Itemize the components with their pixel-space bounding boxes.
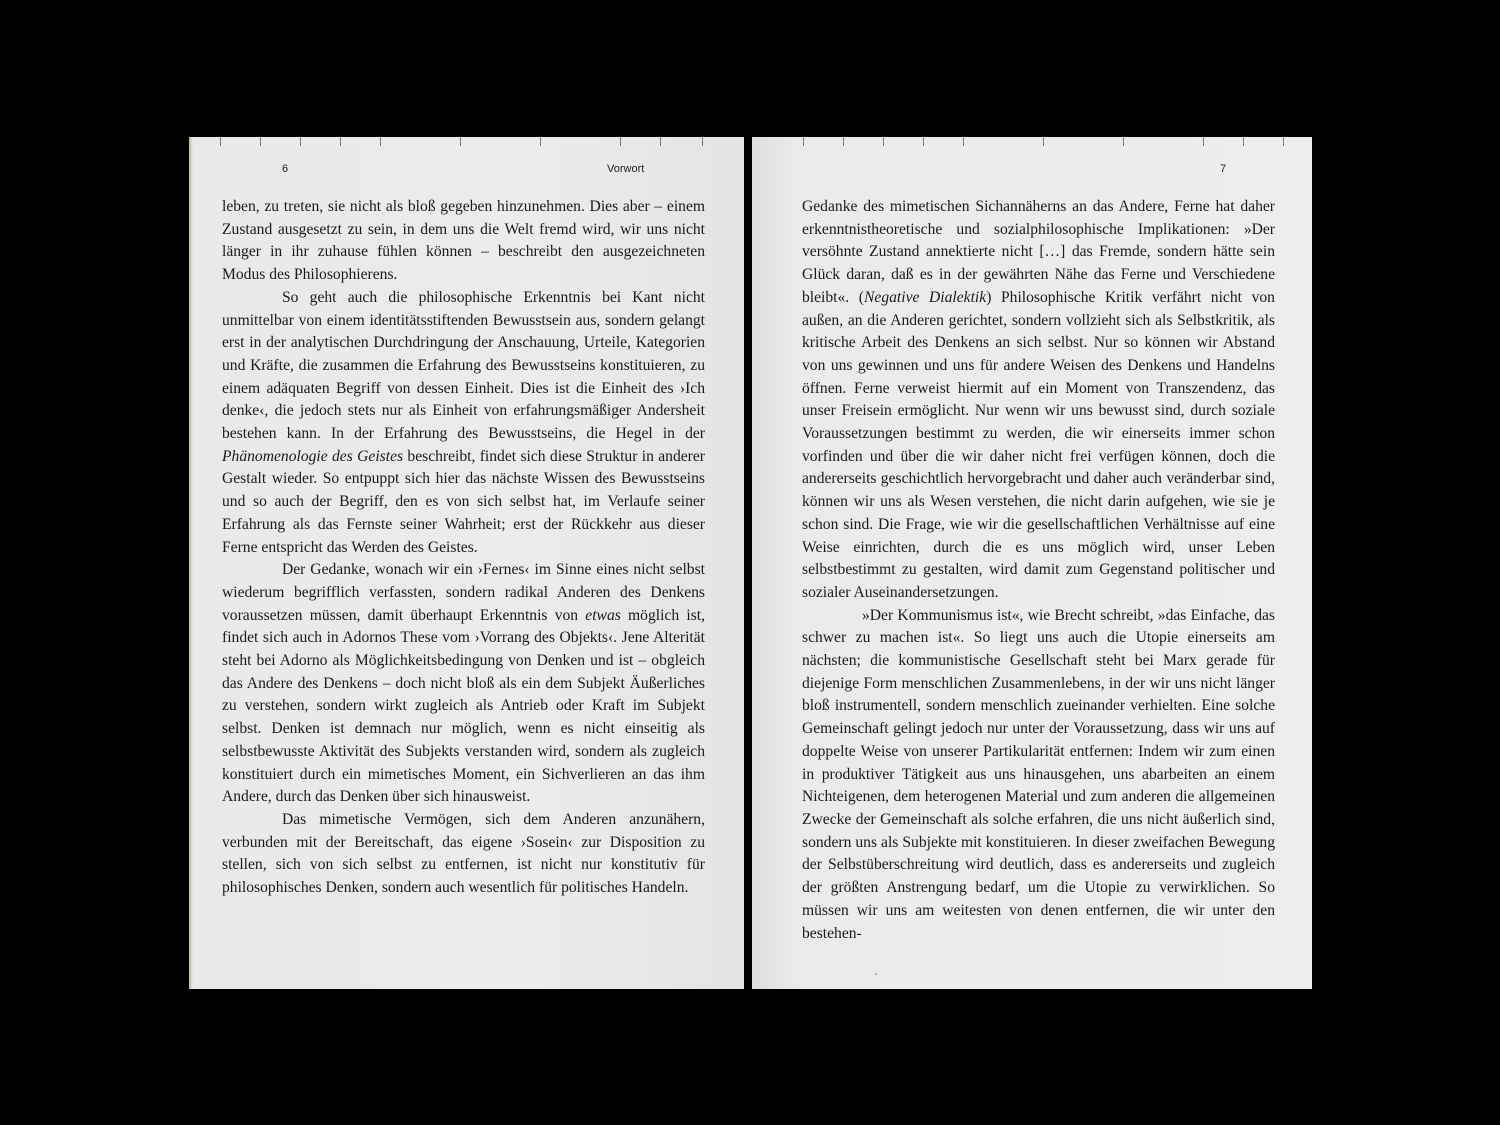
- page-number: 6: [282, 163, 289, 175]
- page-edge-stripe: [189, 137, 193, 989]
- page-number: 7: [1220, 163, 1227, 175]
- body-text: [802, 196, 1275, 945]
- paragraph: Der Gedanke, wonach wir ein ›Fernes‹ im Sinne eines nicht selbst wiederum begrifflich verfassten, sondern radikal Anderen des Denkens voraussetzen müssen, damit überhaupt Erkenntnis von etwas möglich ist, findet sich auch in Adornos These vom ›Vorrang des Objekts‹. Jene Alterität steht bei Adorno als Möglichkeitsbedingung von Denken und ist – obgleich das Andere des Denkens – doch nicht bloß als ein dem Subjekt Äußerliches zu verstehen, sondern wirkt zugleich als Antrieb oder Kraft im Subjekt selbst. Denken ist demnach nur möglich, wenn es nicht einseitig als selbstbewusste Aktivität des Subjekts verstanden wird, sondern als zugleich konstituiert durch ein mimetisches Moment, ein Sichverlieren an das ihm Andere, durch das Denken über sich hinausweist.: [222, 561, 705, 806]
- right-page: [752, 137, 1312, 989]
- body-text: [222, 196, 705, 900]
- paragraph: So geht auch die philosophische Erkenntnis bei Kant nicht unmittelbar von einem identitätsstiftenden Bewusstsein aus, sondern gelangt erst in der analytischen Durchdringung der Anschauung, Urteile, Kategorien und Kräfte, die zusammen die Erfahrung des Bewusstseins konstituieren, zu einem adäquaten Begriff von dessen Einheit. Dies ist die Einheit des ›Ich denke‹, die jedoch stets nur als Einheit von erfahrungsmäßiger Andersheit bestehen kann. In der Erfahrung des Bewusstseins, die Hegel in der Phänomenologie des Geistes beschreibt, findet sich diese Struktur in anderer Gestalt wieder. So entpuppt sich hier das nächste Wissen des Bewusstseins und so auch der Begriff, den es von sich selbst hat, im Verlaufe seiner Erfahrung als das Fernste seiner Wahrheit; erst der Rückkehr aus dieser Ferne entspricht das Werden des Geistes.: [222, 288, 705, 556]
- running-head: Vorwort: [607, 163, 645, 175]
- paragraph: Das mimetische Vermögen, sich dem Anderen anzunähern, verbunden mit der Bereitschaft, das eigene ›Sosein‹ zur Disposition zu stellen, sich von sich selbst zu entfernen, ist nicht nur konstitutiv für philosophisches Denken, sondern auch wesentlich für politisches Handeln.: [222, 810, 705, 897]
- paragraph: leben, zu treten, sie nicht als bloß gegeben hinzunehmen. Dies aber – einem Zustand ausgesetzt zu sein, in dem uns die Welt fremd wird, wir uns nicht länger in ihr zuhause fühlen können – beschreibt den ausgezeichneten Modus des Philosophierens.: [222, 198, 705, 284]
- crop-ticks: [189, 137, 744, 147]
- paper-speck: [875, 973, 877, 975]
- left-page: [189, 137, 744, 989]
- paragraph: »Der Kommunismus ist«, wie Brecht schreibt, »das Einfache, das schwer zu machen ist«. So liegt uns auch die Utopie einerseits am nächsten; die kommunistische Gesellschaft steht bei Marx gerade für diejenige Form menschlichen Zusammenlebens, in der wir uns nicht länger bloß instrumentell, sondern menschlich zueinander verhielten. Eine solche Gemeinschaft gelingt jedoch nur unter der Voraussetzung, dass wir uns auf doppelte Weise von unserer Partikularität entfernen: Indem wir zum einen in produktiver Tätigkeit aus uns hinausgehen, uns abarbeiten an einem Nichteigenen, dem heterogenen Material und zum anderen die allgemeinen Zwecke der Gemeinschaft als solche erfahren, die uns nicht äußerlich sind, sondern uns als Subjekte mit konstituieren. In dieser zweifachen Bewegung der Selbstüberschreitung wird deutlich, dass es andererseits und zugleich der größten Anstrengung bedarf, um die Utopie zu verwirklichen. So müssen wir uns am weitesten von denen entfernen, die wir unter den bestehen-: [802, 606, 1275, 942]
- paragraph: Gedanke des mimetischen Sichannäherns an das Andere, Ferne hat daher erkenntnistheoretische und sozialphilosophische Implikationen: »Der versöhnte Zustand annektierte nicht […] das Fremde, sondern hätte sein Glück daran, daß es in der gewährten Nähe das Ferne und Verschiedene bleibt«. (Negative Dialektik) Philosophische Kritik verfährt nicht von außen, an die Anderen gerichtet, sondern vollzieht sich als Selbstkritik, als kritische Arbeit des Denkens an sich selbst. Nur so können wir Abstand von uns gewinnen und uns für andere Weisen des Denkens und Handelns öffnen. Ferne verweist hiermit auf ein Moment von Transzendenz, das unser Freisein ermöglicht. Nur wenn wir uns bewusst sind, durch soziale Voraussetzungen bestimmt zu werden, die wir einerseits immer schon vorfinden und über die wir daher nicht frei verfügen können, doch die andererseits geschichtlich hervorgebracht und daher auch veränderbar sind, können wir uns als Wesen verstehen, die nicht darin aufgehen, wie sie je schon sind. Die Frage, wie wir die gesellschaftlichen Verhältnisse auf eine Weise einrichten, durch die es uns möglich wird, unser Leben selbstbestimmt zu gestalten, wird damit zum Gegenstand politischer und sozialer Auseinandersetzungen.: [802, 198, 1275, 601]
- crop-ticks: [752, 137, 1312, 147]
